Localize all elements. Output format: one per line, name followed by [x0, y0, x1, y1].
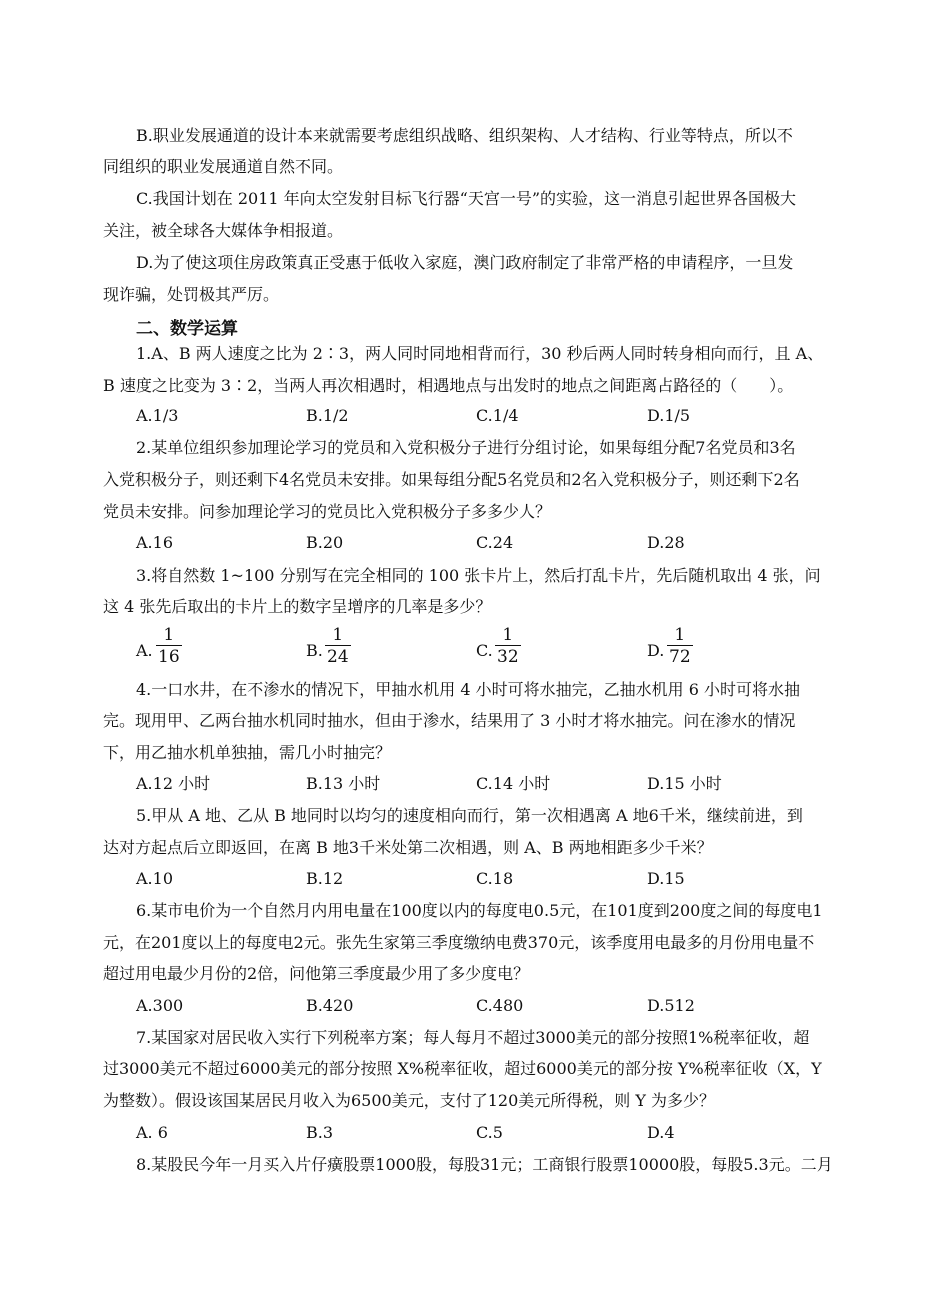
q3-option-a-denominator: 16 — [158, 647, 180, 667]
q6-line1: 6.某市电价为一个自然月内用电量在100度以内的每度电0.5元，在101度到200度之间的每度电1 — [136, 901, 823, 920]
q4-option-d: D.15 小时 — [647, 774, 722, 793]
q3-option-a-numerator: 1 — [163, 625, 175, 645]
q1-option-b: B.1/2 — [306, 406, 349, 425]
q5-option-c: C.18 — [476, 869, 514, 888]
q6-option-d: D.512 — [647, 996, 695, 1015]
q7-line2: 过3000美元不超过6000美元的部分按照 X%税率征收，超过6000美元的部分按 Y%税率征收（X，Y — [103, 1059, 822, 1078]
option-b-line2: 同组织的职业发展通道自然不同。 — [103, 157, 344, 176]
q4-line1: 4.一口水井，在不渗水的情况下，甲抽水机用 4 小时可将水抽完，乙抽水机用 6 小时可将水抽 — [136, 680, 800, 699]
q3-option-c-denominator: 32 — [497, 647, 519, 667]
q3-option-d-fraction — [667, 625, 693, 668]
q7-option-a: A. 6 — [136, 1123, 168, 1142]
q3-option-c-numerator: 1 — [502, 625, 514, 645]
q5-line1: 5.甲从 A 地、乙从 B 地同时以均匀的速度相向而行，第一次相遇离 A 地6千米，继续前进，到 — [136, 806, 803, 825]
q6-option-a: A.300 — [136, 996, 184, 1015]
q3-option-b-denominator: 24 — [327, 647, 349, 667]
q2-option-b: B.20 — [306, 533, 344, 552]
q1-option-c: C.1/4 — [476, 406, 519, 425]
q6-line2: 元，在201度以上的每度电2元。张先生家第三季度缴纳电费370元，该季度用电最多的月份用电量不 — [103, 933, 815, 952]
q3-option-a-label: A. — [136, 641, 153, 660]
option-d-line1: D.为了使这项住房政策真正受惠于低收入家庭，澳门政府制定了非常严格的申请程序，一旦发 — [136, 253, 794, 272]
q2-line2: 入党积极分子，则还剩下4名党员未安排。如果每组分配5名党员和2名入党积极分子，则还剩下2名 — [103, 470, 800, 489]
q3-option-c-fraction — [495, 625, 521, 668]
q7-option-b: B.3 — [306, 1123, 334, 1142]
q4-line2: 完。现用甲、乙两台抽水机同时抽水，但由于渗水，结果用了 3 小时才将水抽完。问在渗水的情况 — [103, 711, 796, 730]
q4-option-c: C.14 小时 — [476, 774, 551, 793]
q2-line1: 2.某单位组织参加理论学习的党员和入党积极分子进行分组讨论，如果每组分配7名党员和3名 — [136, 438, 796, 457]
q6-line3: 超过用电最少月份的2倍，问他第三季度最少用了多少度电？ — [103, 964, 530, 983]
q3-option-c-label: C. — [476, 641, 493, 660]
q3-option-b-numerator: 1 — [332, 625, 344, 645]
q3-option-d-numerator: 1 — [674, 625, 686, 645]
q6-option-c: C.480 — [476, 996, 524, 1015]
q3-option-b-fraction — [325, 625, 351, 668]
q7-line3: 为整数）。假设该国某居民月收入为6500美元，支付了120美元所得税，则 Y 为多少？ — [103, 1091, 715, 1110]
q1-line1: 1.A、B 两人速度之比为 2∶3，两人同时同地相背而行，30 秒后两人同时转身相向而行，且 A、 — [136, 344, 824, 363]
q4-option-b: B.13 小时 — [306, 774, 381, 793]
q4-line3: 下，用乙抽水机单独抽，需几小时抽完？ — [103, 743, 392, 762]
q3-line2: 这 4 张先后取出的卡片上的数字呈增序的几率是多少？ — [103, 597, 492, 616]
q3-option-d-label: D. — [647, 641, 665, 660]
q6-option-b: B.420 — [306, 996, 354, 1015]
option-d-line2: 现诈骗，处罚极其严厉。 — [103, 285, 280, 304]
q3-line1: 3.将自然数 1~100 分别写在完全相同的 100 张卡片上，然后打乱卡片，先后随机取出 4 张，问 — [136, 566, 821, 585]
option-c-line2: 关注，被全球各大媒体争相报道。 — [103, 221, 344, 240]
q8-line1: 8.某股民今年一月买入片仔癀股票1000股，每股31元；工商银行股票10000股，每股5.3元。二月 — [136, 1155, 833, 1174]
q1-line2: B 速度之比变为 3∶2，当两人再次相遇时，相遇地点与出发时的地点之间距离占路径的（ ）。 — [103, 376, 794, 395]
q2-line3: 党员未安排。问参加理论学习的党员比入党积极分子多多少人？ — [103, 502, 552, 521]
q1-option-d: D.1/5 — [647, 406, 691, 425]
q5-option-d: D.15 — [647, 869, 685, 888]
q2-option-c: C.24 — [476, 533, 514, 552]
q2-option-d: D.28 — [647, 533, 685, 552]
q7-option-c: C.5 — [476, 1123, 503, 1142]
q5-option-b: B.12 — [306, 869, 344, 888]
q3-option-d-denominator: 72 — [669, 647, 691, 667]
option-c-line1: C.我国计划在 2011 年向太空发射目标飞行器“天宫一号”的实验，这一消息引起世界各国极大 — [136, 189, 797, 208]
q7-line1: 7.某国家对居民收入实行下列税率方案；每人每月不超过3000美元的部分按照1%税率征收，超 — [136, 1028, 810, 1047]
q1-option-a: A.1/3 — [136, 406, 179, 425]
q5-line2: 达对方起点后立即返回，在离 B 地3千米处第二次相遇，则 A、B 两地相距多少千米？ — [103, 838, 713, 857]
q3-option-a-fraction — [156, 625, 182, 668]
option-b-line1: B.职业发展通道的设计本来就需要考虑组织战略、组织架构、人才结构、行业等特点，所以不 — [136, 126, 793, 145]
q2-option-a: A.16 — [136, 533, 173, 552]
q5-option-a: A.10 — [136, 869, 173, 888]
section-heading: 二、数学运算 — [136, 319, 238, 339]
q3-option-b-label: B. — [306, 641, 323, 660]
q4-option-a: A.12 小时 — [136, 774, 211, 793]
q7-option-d: D.4 — [647, 1123, 675, 1142]
